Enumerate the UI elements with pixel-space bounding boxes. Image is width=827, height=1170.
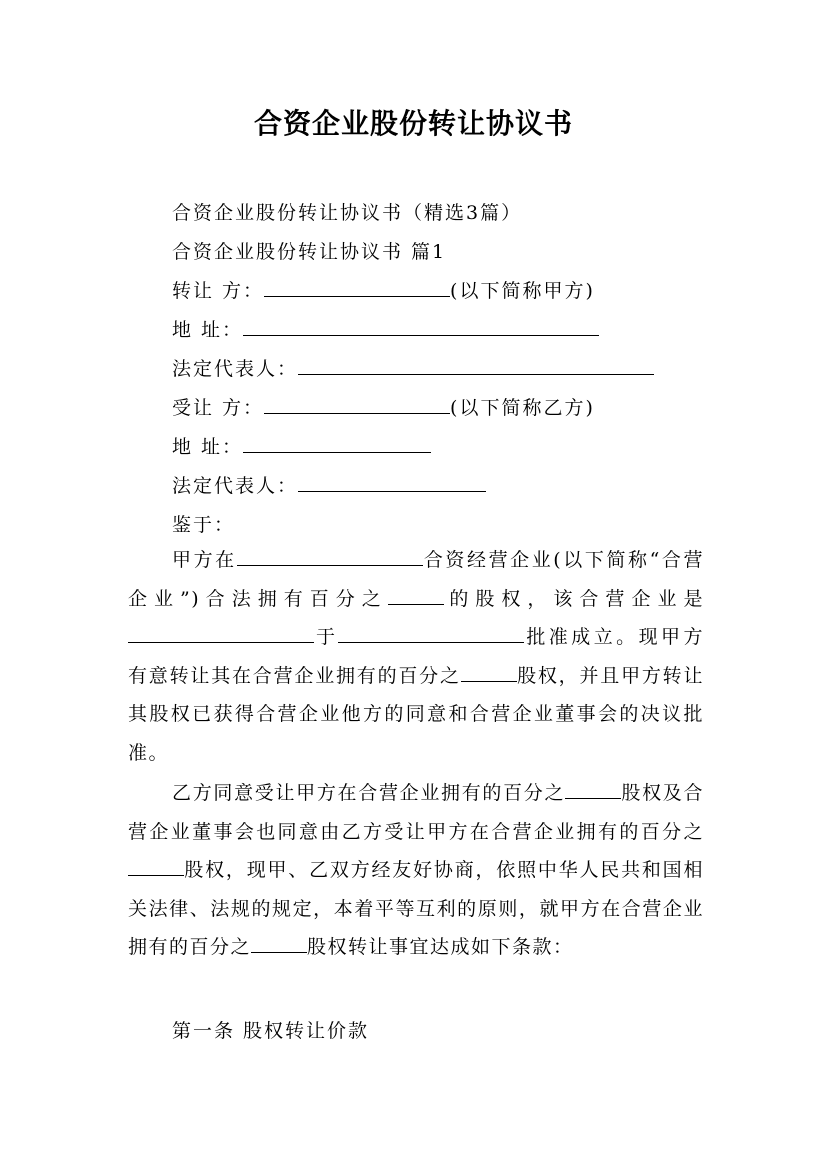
transferee-legal-rep-blank [298,473,486,492]
transferee-blank [264,395,450,414]
para1-text-4: 于 [314,626,339,648]
para1-text-1: 甲方在 [172,549,237,571]
whereas-paragraph-2 [128,774,704,967]
para1-text-5: 批准成立。现甲方有意转让其在合营企业拥有的百分之 [128,626,704,687]
transferor-address-line [172,315,599,342]
para2-text-4: 股权转让事宜达成如下条款： [307,936,574,958]
transferor-line [172,276,595,303]
legal-rep-label: 法定代表人： [172,358,299,380]
transferor-legal-rep-blank [298,356,654,375]
matter-percent-blank [251,934,307,953]
share-percent-blank [388,586,444,605]
transferee-legal-rep-line [172,471,486,498]
address-label: 地 址： [172,319,244,341]
joint-venture-name-blank [237,547,423,566]
whereas-label: 鉴于： [172,514,236,536]
address-label: 地 址： [172,436,244,458]
transferee-address-blank [243,434,431,453]
transferor-legal-rep-line [172,354,654,381]
para1-text-2: 合资经营企业(以下简称“合营企业”)合法拥有百分之 [128,549,704,610]
transfer-percent-blank [461,663,517,682]
para1-text-6: 股权，并且甲方转让其股权已获得合营企业他方的同意和合营企业董事会的决议批准。 [128,664,704,764]
approval-date-blank [128,624,314,643]
para2-text-1: 乙方同意受让甲方在合营企业拥有的百分之 [172,782,566,804]
transferor-blank [264,278,450,297]
legal-rep-label: 法定代表人： [172,475,299,497]
transferee-label: 受让 方： [172,397,265,419]
accept-percent-blank [565,780,621,799]
transferor-label: 转让 方： [172,280,265,302]
para1-text-3: 的股权，该合营企业是 [443,587,704,610]
para2-text-3: 股权，现甲、乙双方经友好协商，依照中华人民共和国相关法律、法规的规定，本着平等互利的原则，就甲方在合营企业拥有的百分之 [128,859,704,958]
board-percent-blank [128,857,184,876]
chapter-heading: 合资企业股份转让协议书 篇1 [172,241,447,263]
para2-text-2: 股权及合营企业董事会也同意由乙方受让甲方在合营企业拥有的百分之 [128,782,704,843]
transferor-suffix: (以下简称甲方) [450,280,595,302]
approval-authority-blank [338,624,524,643]
transferee-address-line [172,432,431,459]
transferee-suffix: (以下简称乙方) [450,397,595,419]
document-title: 合资企业股份转让协议书 [253,107,573,140]
transferor-address-blank [243,317,599,336]
whereas-paragraph-1 [128,541,704,772]
article-1-heading: 第一条 股权转让价款 [172,1020,370,1042]
transferee-line [172,393,595,420]
document-subtitle: 合资企业股份转让协议书（精选3篇） [172,202,523,224]
